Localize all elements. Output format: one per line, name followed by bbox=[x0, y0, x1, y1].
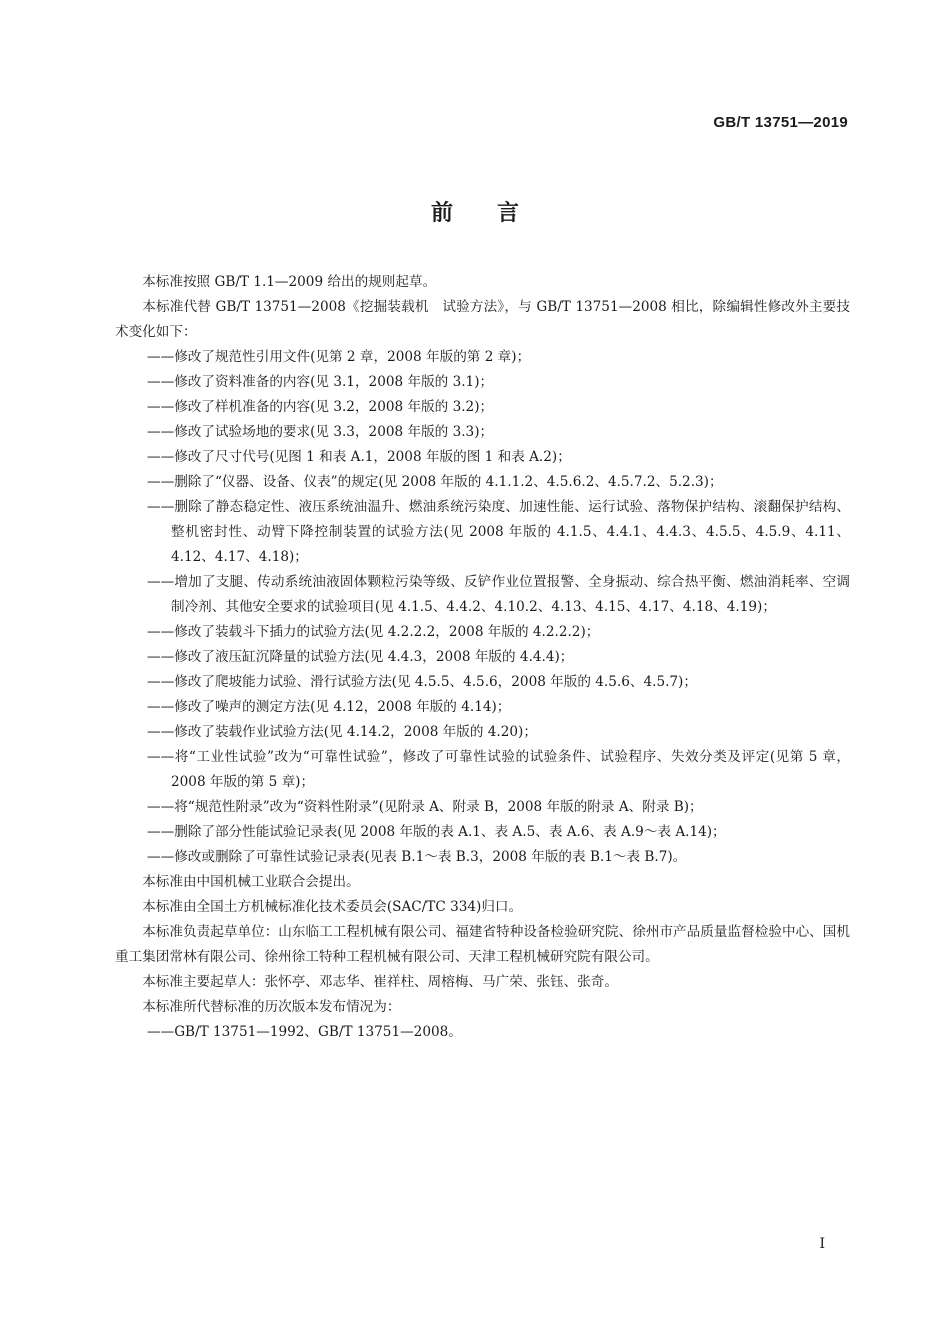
intro-paragraph-2: 本标准代替 GB/T 13751—2008《挖掘装载机 试验方法》，与 GB/T 13751—2008 相比，除编辑性修改外主要技术变化如下： bbox=[115, 299, 850, 340]
intro-paragraph-1: 本标准按照 GB/T 1.1—2009 给出的规则起草。 bbox=[142, 274, 437, 290]
change-item: ——修改或删除了可靠性试验记录表(见表 B.1～表 B.3，2008 年版的表 B.1～表 B.7)。 bbox=[147, 849, 687, 865]
change-item: ——修改了样机准备的内容(见 3.2，2008 年版的 3.2)； bbox=[147, 399, 494, 415]
proposed-by: 本标准由中国机械工业联合会提出。 bbox=[142, 874, 360, 890]
history-item: ——GB/T 13751—1992、GB/T 13751—2008。 bbox=[147, 1024, 462, 1040]
standard-number: GB/T 13751—2019 bbox=[713, 114, 848, 131]
change-item: ——增加了支腿、传动系统油液固体颗粒污染等级、反铲作业位置报警、全身振动、综合热平衡、燃油消耗率、空调制冷剂、其他安全要求的试验项目(见 4.1.5、4.4.2、4.10.2、4.13、4.15、4.17、4.18、4.19)； bbox=[147, 574, 850, 615]
change-item: ——修改了装载斗下插力的试验方法(见 4.2.2.2，2008 年版的 4.2.2.2)； bbox=[147, 624, 600, 640]
history-intro: 本标准所代替标准的历次版本发布情况为： bbox=[142, 999, 401, 1015]
change-item: ——修改了液压缸沉降量的试验方法(见 4.4.3，2008 年版的 4.4.4)； bbox=[147, 649, 574, 665]
change-item: ——将“工业性试验”改为“可靠性试验”，修改了可靠性试验的试验条件、试验程序、失效分类及评定(见第 5 章，2008 年版的第 5 章)； bbox=[147, 749, 850, 790]
change-item: ——删除了“仪器、设备、仪表”的规定(见 2008 年版的 4.1.1.2、4.5.6.2、4.5.7.2、5.2.3)； bbox=[147, 474, 723, 490]
change-item: ——修改了规范性引用文件(见第 2 章，2008 年版的第 2 章)； bbox=[147, 349, 531, 365]
page-title: 前言 bbox=[430, 201, 563, 226]
change-item: ——修改了资料准备的内容(见 3.1，2008 年版的 3.1)； bbox=[147, 374, 494, 390]
change-item: ——删除了部分性能试验记录表(见 2008 年版的表 A.1、表 A.5、表 A.6、表 A.9～表 A.14)； bbox=[147, 824, 726, 840]
change-item: ——修改了尺寸代号(见图 1 和表 A.1，2008 年版的图 1 和表 A.2)； bbox=[147, 449, 571, 465]
drafting-units: 本标准负责起草单位：山东临工工程机械有限公司、福建省特种设备检验研究院、徐州市产品质量监督检验中心、国机重工集团常林有限公司、徐州徐工特种工程机械有限公司、天津工程机械研究院有限公司。 bbox=[115, 924, 850, 965]
main-drafters: 本标准主要起草人：张怀亭、邓志华、崔祥柱、周榕梅、马广荣、张钰、张奇。 bbox=[142, 974, 618, 990]
page-number: I bbox=[819, 1236, 825, 1252]
change-item: ——修改了试验场地的要求(见 3.3，2008 年版的 3.3)； bbox=[147, 424, 494, 440]
change-item: ——修改了噪声的测定方法(见 4.12，2008 年版的 4.14)； bbox=[147, 699, 511, 715]
change-item: ——修改了装载作业试验方法(见 4.14.2，2008 年版的 4.20)； bbox=[147, 724, 537, 740]
change-item: ——删除了静态稳定性、液压系统油温升、燃油系统污染度、加速性能、运行试验、落物保护结构、滚翻保护结构、整机密封性、动臂下降控制装置的试验方法(见 2008 年版的 4.1.5、4.4.1、4.4.3、4.5.5、4.5.9、4.11、4.12、4.17、4.18)； bbox=[147, 499, 850, 565]
centralized-by: 本标准由全国土方机械标准化技术委员会(SAC/TC 334)归口。 bbox=[142, 899, 523, 915]
change-item: ——将“规范性附录”改为“资料性附录”(见附录 A、附录 B，2008 年版的附录 A、附录 B)； bbox=[147, 799, 703, 815]
change-item: ——修改了爬坡能力试验、滑行试验方法(见 4.5.5、4.5.6，2008 年版的 4.5.6、4.5.7)； bbox=[147, 674, 697, 690]
document-body bbox=[115, 270, 850, 1045]
